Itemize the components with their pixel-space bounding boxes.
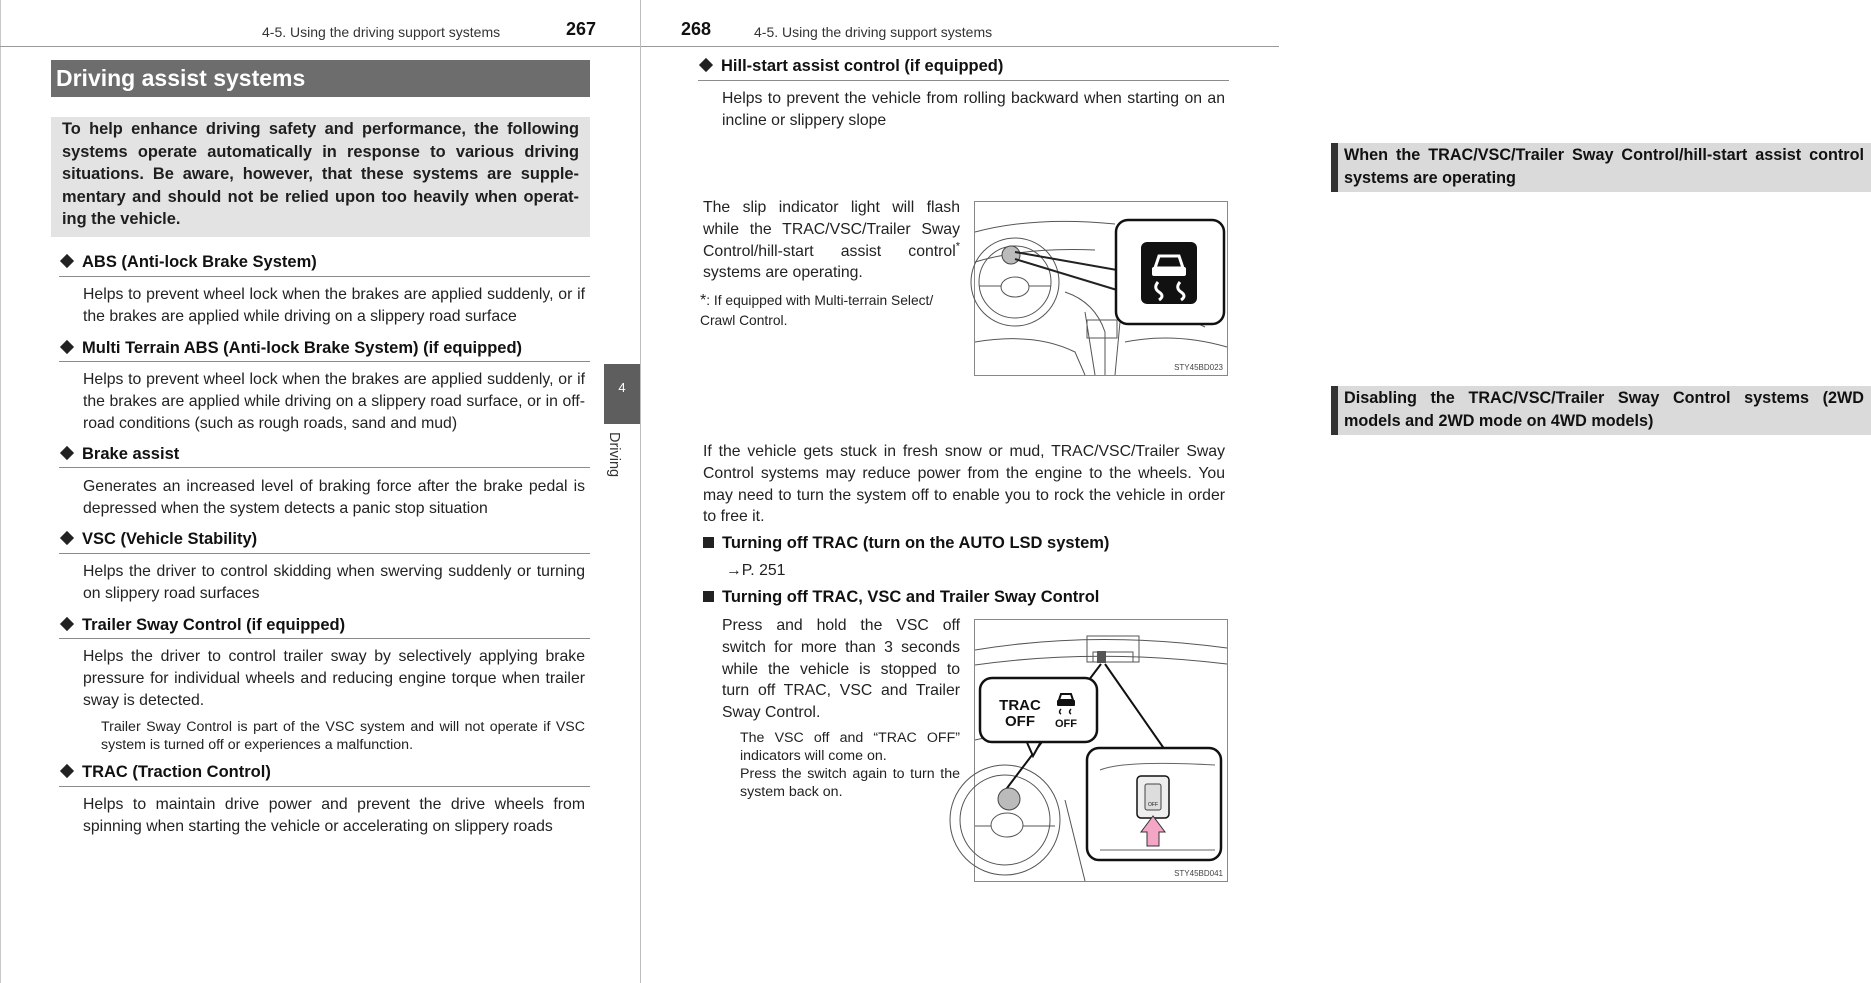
section-heading-turning-off-trac: Turning off TRAC (turn on the AUTO LSD system) bbox=[703, 534, 1109, 553]
turning-off-note-2: Press the switch again to turn the system back on. bbox=[740, 766, 960, 800]
square-bullet-icon bbox=[703, 537, 714, 548]
callout-disabling: Disabling the TRAC/VSC/Trailer Sway Control systems (2WD models and 2WD mode on 4WD models) bbox=[1331, 386, 1871, 435]
page-reference-link[interactable]: →P. 251 bbox=[726, 562, 786, 579]
vsc-off-label: OFF bbox=[1055, 718, 1077, 730]
running-header: 4-5. Using the driving support systems bbox=[262, 24, 501, 40]
square-bullet-icon bbox=[703, 591, 714, 602]
figure-code: STY45BD023 bbox=[1174, 363, 1223, 372]
diamond-bullet-icon bbox=[60, 531, 74, 545]
heading-rule bbox=[698, 80, 1229, 81]
trac-off-label: TRAC bbox=[999, 697, 1041, 714]
slip-indicator-text: The slip indicator light will flash while the TRAC/VSC/Trailer Sway Control/hill-start assist control* systems are operating. bbox=[703, 199, 960, 282]
page-title: Driving assist systems bbox=[51, 60, 590, 97]
slip-indicator-figure bbox=[974, 201, 1228, 376]
intro-box: To help enhance driving safety and performance, the following systems operate automatically in response to various driving situations. Be aware, however, that these systems are supple-mentary and should not be relied upon too heavily when operat-ing the vehicle. bbox=[51, 117, 590, 237]
heading-rule bbox=[59, 553, 590, 554]
heading-rule bbox=[59, 786, 590, 787]
diamond-bullet-icon bbox=[60, 764, 74, 778]
running-header: 4-5. Using the driving support systems bbox=[754, 24, 993, 40]
disabling-body: If the vehicle gets stuck in fresh snow or mud, TRAC/VSC/Trailer Sway Control systems may reduce power from the engine to the wheels. You may need to turn the system off to enable you to rock the vehicle in order to free it. bbox=[703, 443, 1225, 526]
trac-off-label-2: OFF bbox=[1005, 713, 1035, 730]
slip-indicator-icon bbox=[1141, 242, 1197, 304]
diamond-bullet-icon bbox=[60, 340, 74, 354]
right-page bbox=[641, 0, 1864, 983]
section-heading-brake-assist: Brake assist bbox=[59, 445, 179, 464]
section-body-vsc: Helps the driver to control skidding when swerving suddenly or turning on slippery road surfaces bbox=[83, 563, 585, 602]
section-body-brake-assist: Generates an increased level of braking force after the brake pedal is depressed when the system detects a panic stop situation bbox=[83, 478, 585, 517]
figure-code: STY45BD041 bbox=[1174, 869, 1223, 878]
section-heading-multi-terrain-abs: Multi Terrain ABS (Anti-lock Brake System) (if equipped) bbox=[59, 339, 522, 358]
page-number: 268 bbox=[681, 19, 712, 39]
page-number: 267 bbox=[566, 19, 597, 39]
header-rule bbox=[0, 46, 640, 47]
switch-off-label: OFF bbox=[1148, 802, 1158, 808]
dashboard-illustration bbox=[975, 202, 1227, 375]
heading-rule bbox=[59, 361, 590, 362]
turning-off-body: Press and hold the VSC off switch for more than 3 seconds while the vehicle is stopped to turn off TRAC, VSC and Trailer Sway Control. bbox=[722, 617, 960, 722]
heading-rule bbox=[59, 276, 590, 277]
footnote: *: If equipped with Multi-terrain Select/ Crawl Control. bbox=[700, 292, 934, 328]
section-heading-turning-off-all: Turning off TRAC, VSC and Trailer Sway Control bbox=[703, 588, 1099, 607]
section-body-trac: Helps to maintain drive power and prevent the drive wheels from spinning when starting the vehicle or accelerating on slippery roads bbox=[83, 796, 585, 835]
section-body-abs: Helps to prevent wheel lock when the brakes are applied suddenly, or if the brakes are applied while driving on a slippery road surface bbox=[83, 286, 585, 325]
chapter-tab-label: Driving bbox=[606, 432, 622, 478]
diamond-bullet-icon bbox=[60, 446, 74, 460]
left-page bbox=[0, 0, 640, 983]
section-body-trailer-sway: Helps the driver to control trailer sway by selectively applying brake pressure for individual wheels and reducing engine torque when trailer sway is detected. bbox=[83, 648, 585, 709]
diamond-bullet-icon bbox=[60, 617, 74, 631]
chapter-tab: 4 bbox=[604, 364, 640, 424]
page-edge bbox=[0, 0, 1, 983]
section-heading-vsc: VSC (Vehicle Stability) bbox=[59, 530, 257, 549]
section-heading-hill-start: Hill-start assist control (if equipped) bbox=[698, 57, 1003, 76]
section-body-hill-start: Helps to prevent the vehicle from rolling backward when starting on an incline or slippery slope bbox=[722, 90, 1225, 129]
diamond-bullet-icon bbox=[60, 254, 74, 268]
section-heading-abs: ABS (Anti-lock Brake System) bbox=[59, 253, 317, 272]
section-heading-trac: TRAC (Traction Control) bbox=[59, 763, 271, 782]
heading-rule bbox=[59, 467, 590, 468]
switch-illustration bbox=[975, 620, 1227, 881]
vsc-off-switch-figure bbox=[974, 619, 1228, 882]
section-heading-trailer-sway: Trailer Sway Control (if equipped) bbox=[59, 616, 345, 635]
callout-systems-operating: When the TRAC/VSC/Trailer Sway Control/hill-start assist control systems are operating bbox=[1331, 143, 1871, 192]
trailer-sway-note: Trailer Sway Control is part of the VSC system and will not operate if VSC system is turned off or experiences a malfunction. bbox=[101, 719, 585, 753]
section-body-multi-terrain-abs: Helps to prevent wheel lock when the brakes are applied suddenly, or if the brakes are applied while driving on a slippery road surface, or in off-road conditions (such as rough roads, sand and mud) bbox=[83, 371, 585, 432]
heading-rule bbox=[59, 638, 590, 639]
diamond-bullet-icon bbox=[699, 58, 713, 72]
header-rule bbox=[641, 46, 1279, 47]
turning-off-note-1: The VSC off and “TRAC OFF” indicators will come on. bbox=[740, 730, 960, 764]
